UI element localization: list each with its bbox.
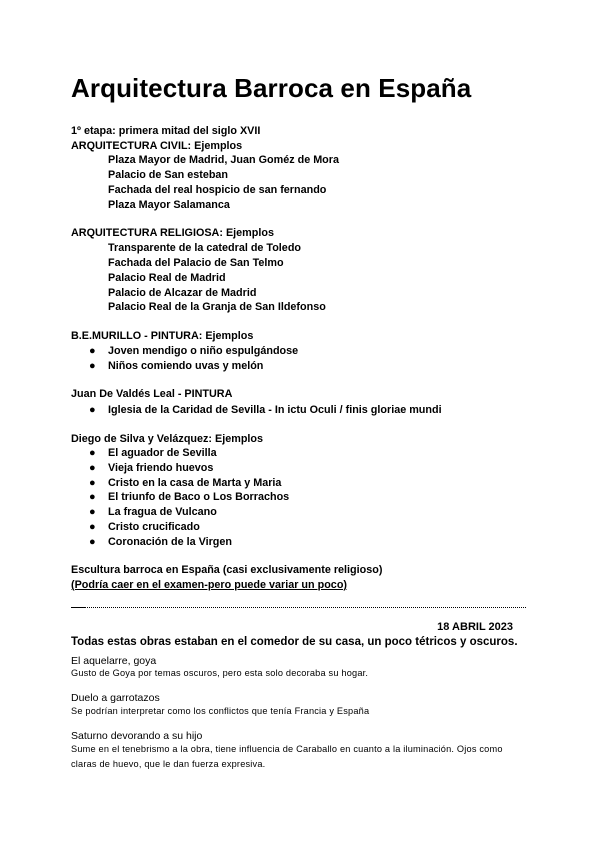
religiosa-heading: ARQUITECTURA RELIGIOSA: Ejemplos [71, 227, 274, 239]
bullet-icon: ● [89, 360, 96, 372]
murillo-heading: B.E.MURILLO - PINTURA: Ejemplos [71, 330, 254, 342]
bullet-icon: ● [89, 477, 96, 489]
civil-item: Fachada del real hospicio de san fernando [108, 184, 327, 196]
velazquez-item: Coronación de la Virgen [108, 536, 232, 548]
bullet-icon: ● [89, 345, 96, 357]
bullet-icon: ● [89, 462, 96, 474]
civil-item: Palacio de San esteban [108, 169, 229, 181]
stage-heading: 1º etapa: primera mitad del siglo XVII [71, 125, 261, 137]
velazquez-item: El triunfo de Baco o Los Borrachos [108, 491, 290, 503]
divider-dash [71, 607, 85, 608]
religiosa-item: Fachada del Palacio de San Telmo [108, 257, 284, 269]
page-title: Arquitectura Barroca en España [71, 73, 472, 103]
velazquez-item: Cristo crucificado [108, 521, 200, 533]
bullet-icon: ● [89, 506, 96, 518]
civil-item: Plaza Mayor de Madrid, Juan Goméz de Mora [108, 154, 339, 166]
bullet-icon: ● [89, 491, 96, 503]
work-description: Gusto de Goya por temas oscuros, pero esta solo decoraba su hogar. [71, 668, 369, 678]
work-title: Saturno devorando a su hijo [71, 730, 203, 742]
work-description: claras de huevo, que le dan fuerza expresiva. [71, 759, 266, 769]
religiosa-item: Palacio de Alcazar de Madrid [108, 287, 257, 299]
velazquez-item: Cristo en la casa de Marta y Maria [108, 477, 282, 489]
valdes-item: Iglesia de la Caridad de Sevilla - In ictu Oculi / finis gloriae mundi [108, 404, 442, 416]
velazquez-item: La fragua de Vulcano [108, 506, 217, 518]
divider [71, 607, 526, 608]
work-description: Sume en el tenebrismo a la obra, tiene influencia de Caraballo en cuanto a la iluminación. Ojos como [71, 744, 503, 754]
velazquez-item: Vieja friendo huevos [108, 462, 214, 474]
velazquez-item: El aguador de Sevilla [108, 447, 217, 459]
date-label: 18 ABRIL 2023 [437, 621, 513, 633]
bullet-icon: ● [89, 536, 96, 548]
murillo-item: Joven mendigo o niño espulgándose [108, 345, 299, 357]
bullet-icon: ● [89, 447, 96, 459]
murillo-item: Niños comiendo uvas y melón [108, 360, 264, 372]
civil-item: Plaza Mayor Salamanca [108, 199, 230, 211]
velazquez-heading: Diego de Silva y Velázquez: Ejemplos [71, 433, 264, 445]
escultura-heading: Escultura barroca en España (casi exclusivamente religioso) [71, 564, 383, 576]
bullet-icon: ● [89, 404, 96, 416]
work-title: Duelo a garrotazos [71, 692, 160, 704]
religiosa-item: Palacio Real de Madrid [108, 272, 226, 284]
civil-heading: ARQUITECTURA CIVIL: Ejemplos [71, 140, 243, 152]
work-description: Se podrían interpretar como los conflictos que tenía Francia y España [71, 706, 370, 716]
work-title: El aquelarre, goya [71, 655, 157, 667]
goya-intro: Todas estas obras estaban en el comedor de su casa, un poco tétricos y oscuros. [71, 636, 518, 648]
escultura-note: (Podría caer en el examen-pero puede variar un poco) [71, 579, 348, 591]
bullet-icon: ● [89, 521, 96, 533]
valdes-heading: Juan De Valdés Leal - PINTURA [71, 388, 233, 400]
religiosa-item: Transparente de la catedral de Toledo [108, 242, 302, 254]
religiosa-item: Palacio Real de la Granja de San Ildefonso [108, 301, 326, 313]
